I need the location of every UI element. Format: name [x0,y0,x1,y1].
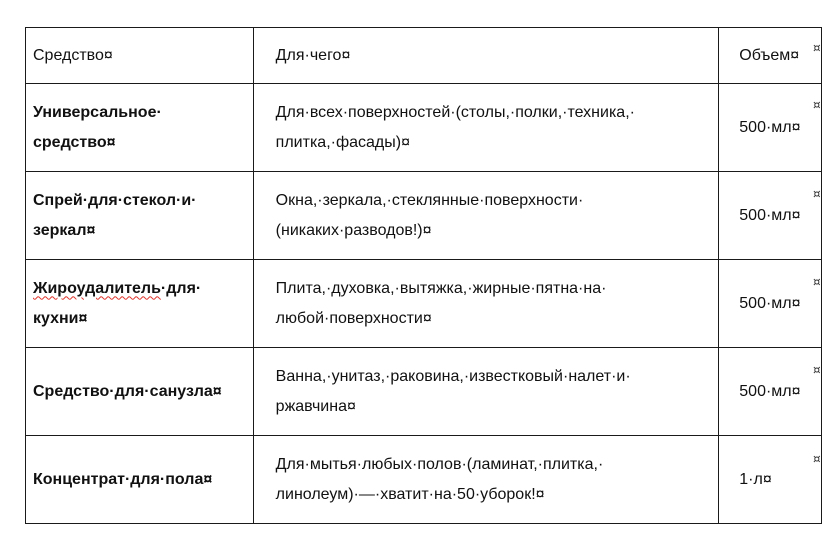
product-name-line: средство¤ [33,133,116,151]
purpose-line: (никаких·разводов!)¤ [275,221,432,239]
product-name-line: ·для· [160,279,202,297]
purpose-line: ржавчина¤ [275,397,356,415]
purpose-cell [253,172,719,260]
product-name-line: Средство·для·санузла¤ [33,382,222,400]
purpose-line: Ванна,·унитаз,·раковина,·известковый·налет·и· [275,367,631,385]
volume-cell: 500·мл¤ [719,348,822,436]
product-name-line: Спрей·для·стекол·и· [33,191,197,209]
product-name-line: Концентрат·для·пола¤ [33,470,213,488]
row-end-marker: ¤ [813,41,821,55]
table-header-row [26,28,822,84]
product-name-line: кухни¤ [33,309,88,327]
purpose-line: Для·всех·поверхностей·(столы,·полки,·техника,· [275,103,635,121]
table-row [26,172,822,260]
purpose-line: любой·поверхности¤ [275,309,432,327]
volume-cell: 1·л¤ [719,436,822,524]
product-cell [26,260,254,348]
purpose-line: Для·мытья·любых·полов·(ламинат,·плитка,· [275,455,604,473]
purpose-line: линолеум)·—·хватит·на·50·уборок!¤ [275,485,545,503]
purpose-cell [253,84,719,172]
header-product: Средство¤ [26,28,254,84]
volume-cell: 500·мл¤ [719,84,822,172]
purpose-line: плитка,·фасады)¤ [275,133,410,151]
table-row [26,260,822,348]
spellcheck-flagged-word[interactable]: Жироудалитель [33,279,161,297]
product-cell [26,84,254,172]
products-table [25,27,822,524]
purpose-line: Окна,·зеркала,·стеклянные·поверхности· [275,191,584,209]
purpose-cell [253,436,719,524]
product-cell [26,348,254,436]
product-name-line: зеркал¤ [33,221,96,239]
row-end-marker: ¤ [813,187,821,201]
table-row [26,436,822,524]
product-cell [26,436,254,524]
product-cell [26,172,254,260]
row-end-marker: ¤ [813,363,821,377]
row-end-marker: ¤ [813,452,821,466]
table-row [26,84,822,172]
purpose-cell [253,260,719,348]
purpose-cell [253,348,719,436]
product-name-line: Универсальное· [33,103,162,121]
row-end-marker: ¤ [813,275,821,289]
volume-cell: 500·мл¤ [719,172,822,260]
header-volume: Объем¤ [719,28,822,84]
volume-cell: 500·мл¤ [719,260,822,348]
table-row [26,348,822,436]
row-end-marker: ¤ [813,98,821,112]
header-purpose: Для·чего¤ [253,28,719,84]
purpose-line: Плита,·духовка,·вытяжка,·жирные·пятна·на· [275,279,607,297]
